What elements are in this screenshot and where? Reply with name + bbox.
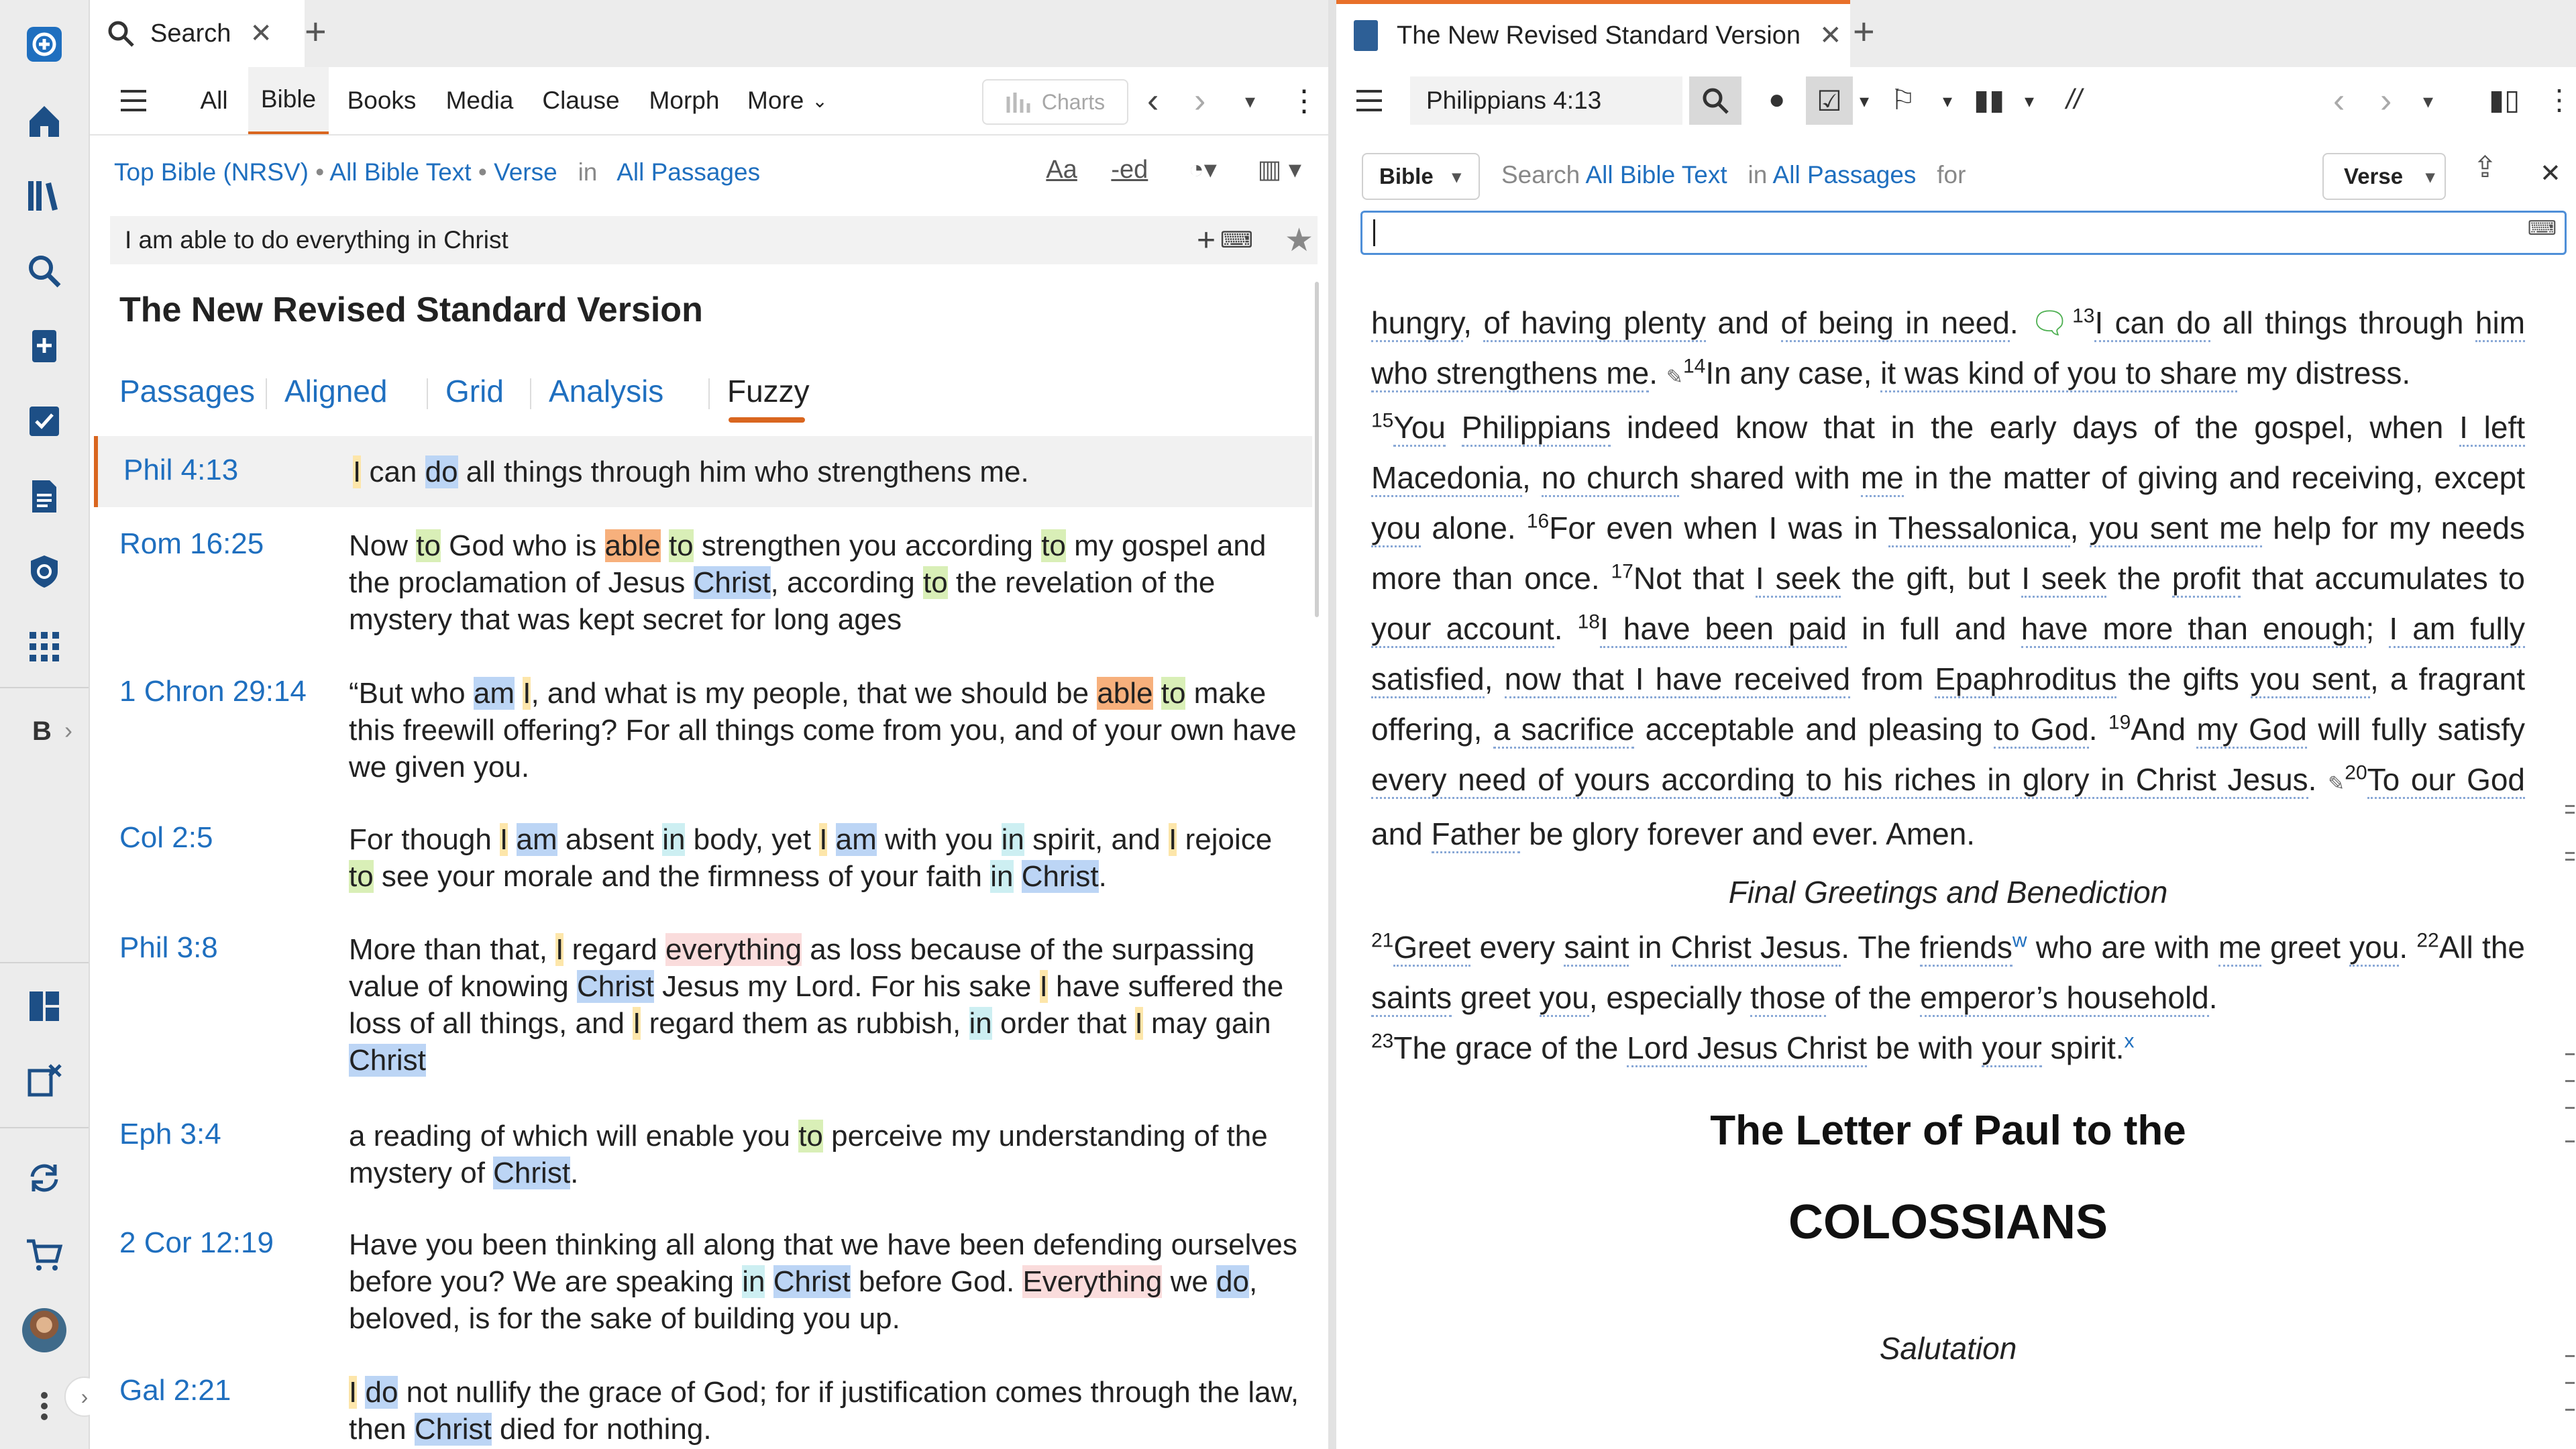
bible-paragraph: $^{21}$Greet every saint in Christ Jesus. The friends$^w$ who are with me greet you. $^{22}$All the saints greet you, especially those of the emperor’s household. $^{23}$The grace of the Lord Jesus Christ be with your spirit.$^x$ <box>1371 922 2525 1073</box>
tab-clause[interactable]: Clause <box>542 87 620 114</box>
scroll-marker <box>2565 1107 2575 1109</box>
tab-media[interactable]: Media <box>445 87 514 114</box>
history-dropdown-icon[interactable]: ▾ <box>1245 91 1256 113</box>
keyboard-icon[interactable]: ⌨ <box>2527 217 2557 239</box>
in-word: in <box>1748 161 1768 189</box>
result-row[interactable] <box>94 436 1312 507</box>
chevron-down-icon[interactable]: ▾ <box>2025 91 2035 111</box>
rail-divider <box>0 1127 89 1128</box>
tab-title: The New Revised Standard Version <box>1397 21 1801 50</box>
forward-icon[interactable]: › <box>2380 81 2392 120</box>
more-menu[interactable] <box>747 67 841 134</box>
result-row[interactable] <box>94 675 1308 796</box>
menu-icon[interactable] <box>110 67 157 134</box>
scroll-marker <box>2565 1355 2575 1357</box>
tab-passages[interactable]: Passages <box>119 374 256 409</box>
verse-unit-select[interactable] <box>2322 153 2446 200</box>
forward-icon[interactable]: › <box>1194 81 1206 120</box>
search-panel <box>90 0 1328 1449</box>
app-sidebar <box>0 0 90 1449</box>
search-toolbar <box>90 67 1328 136</box>
range-link[interactable]: All Passages <box>616 158 761 186</box>
selected-tab-indicator <box>729 417 805 423</box>
annotation-icon[interactable]: ✎ <box>2328 773 2345 795</box>
cart-icon[interactable] <box>20 1230 68 1279</box>
share-icon[interactable]: ⇪ <box>2473 151 2498 184</box>
search-icon[interactable] <box>20 247 68 295</box>
result-row[interactable] <box>94 1226 1308 1347</box>
range-link[interactable]: All Passages <box>1772 161 1917 189</box>
scope-link[interactable]: All Bible Text <box>329 158 472 186</box>
tab-grid[interactable]: Grid <box>445 374 504 409</box>
split-view-icon[interactable]: ▮▯ <box>2489 84 2520 115</box>
search-breadcrumb: Top Bible (NRSV) • All Bible Text • Verse in All Passages <box>114 158 761 186</box>
columns-icon[interactable]: ▥ ▾ <box>1257 156 1301 184</box>
panel-menu-icon[interactable]: ⋮ <box>1289 84 1319 117</box>
scope-link[interactable]: All Bible Text <box>1585 161 1727 189</box>
library-icon[interactable] <box>20 172 68 220</box>
interlinear-icon[interactable]: ⚐ <box>1890 84 1916 115</box>
book-cover-icon <box>1354 20 1378 51</box>
tab-search[interactable] <box>90 0 305 67</box>
back-icon[interactable]: ‹ <box>1147 81 1159 120</box>
result-reference[interactable]: Eph 3:4 <box>119 1118 221 1150</box>
go-button[interactable] <box>1689 76 1741 125</box>
avatar[interactable] <box>22 1308 66 1352</box>
scrollbar[interactable] <box>1315 282 1319 617</box>
tab-divider <box>427 378 428 409</box>
search-query-field[interactable] <box>110 216 1318 264</box>
chevron-down-icon[interactable]: ▾ <box>1860 91 1870 111</box>
tab-fuzzy[interactable]: Fuzzy <box>727 374 810 409</box>
layout-icon[interactable] <box>20 982 68 1030</box>
history-dropdown-icon[interactable]: ▾ <box>2423 91 2434 113</box>
result-text: For though I am absent in body, yet I am with you in spirit, and I rejoice to see your morale and the firmness of your faith in Christ. <box>349 823 1273 893</box>
chevron-down-icon[interactable]: ▾ <box>1943 91 1953 111</box>
home-icon[interactable] <box>20 97 68 145</box>
tab-divider <box>708 378 710 409</box>
tab-divider <box>530 378 531 409</box>
section-heading: Final Greetings and Benediction <box>1728 875 2168 910</box>
section-heading: Salutation <box>1879 1331 2017 1366</box>
parallel-resources-icon[interactable]: // <box>2066 83 2082 115</box>
rail-divider <box>0 962 89 963</box>
search-icon <box>106 19 136 48</box>
tab-bible[interactable]: Bible <box>248 67 329 134</box>
bible-scope-select[interactable] <box>1362 153 1480 200</box>
charts-label: Charts <box>1041 89 1106 114</box>
new-tab-button[interactable]: + <box>305 10 327 52</box>
scroll-marker <box>2565 1409 2575 1411</box>
result-text: Have you been thinking all along that we have been defending ourselves before you? We are speaking in Christ before God. Everything we do, beloved, is for the sake of building you up. <box>349 1228 1297 1335</box>
visual-filters-icon[interactable]: ☑ <box>1806 76 1853 125</box>
search-prefix: Search <box>1501 161 1580 189</box>
book-title: The Letter of Paul to the <box>1710 1108 2186 1154</box>
verse-select-label: Verse <box>2344 164 2404 189</box>
close-icon[interactable]: ✕ <box>1819 21 1842 50</box>
for-word: for <box>1937 161 1966 189</box>
people-icon[interactable]: ● <box>1768 83 1786 115</box>
result-reference[interactable]: Rom 16:25 <box>119 527 264 560</box>
spelling-variants-icon[interactable]: -ed <box>1111 156 1148 184</box>
chevron-down-icon: ▾ <box>2426 166 2435 186</box>
tab-aligned[interactable]: Aligned <box>284 374 388 409</box>
result-reference[interactable]: Phil 3:8 <box>119 931 218 964</box>
parallel-icon[interactable]: ▮▮ <box>1974 84 2005 115</box>
scroll-marker <box>2565 812 2575 814</box>
checklist-icon[interactable] <box>20 397 68 445</box>
bible-text <box>1371 298 2525 1379</box>
inline-search <box>1336 134 2576 295</box>
result-reference[interactable]: Col 2:5 <box>119 821 213 854</box>
right-tab-bar <box>1336 0 2576 67</box>
tab-divider <box>266 378 267 409</box>
tab-title: Search <box>150 19 231 48</box>
result-reference[interactable]: 2 Cor 12:19 <box>119 1226 274 1259</box>
result-text: Now to God who is able to strengthen you according to my gospel and the proclamation of Jesus Christ, according to the revelation of the mystery that was kept secret for long ages <box>349 529 1267 636</box>
keyboard-icon[interactable]: ⌨ <box>1220 227 1253 253</box>
chevron-right-icon[interactable]: › <box>64 716 72 744</box>
bar-chart-icon <box>1006 90 1032 114</box>
annotation-icon[interactable]: ✎ <box>1666 366 1683 388</box>
add-icon[interactable]: + <box>1196 222 1216 258</box>
document-icon[interactable] <box>20 472 68 521</box>
close-icon[interactable]: ✕ <box>2540 160 2561 188</box>
sync-icon[interactable] <box>20 1154 68 1202</box>
result-reference[interactable]: Gal 2:21 <box>119 1374 231 1407</box>
text-cursor <box>1373 219 1375 246</box>
scroll-marker <box>2565 1382 2575 1384</box>
shield-icon[interactable] <box>20 547 68 596</box>
display-tools <box>1046 154 1301 184</box>
result-text: More than that, I regard everything as loss because of the surpassing value of knowing Christ Jesus my Lord. For his sake I have suffered the loss of all things, and I regard them as rubbish, in order that I may gain Christ <box>349 933 1284 1077</box>
tab-books[interactable]: Books <box>347 87 417 114</box>
result-text: I can do all things through him who strengthens me. <box>353 455 1029 488</box>
unit-link[interactable]: Verse <box>494 158 557 186</box>
result-reference[interactable]: Phil 4:13 <box>123 453 239 486</box>
highlight-icon[interactable]: ◔▾ <box>1188 156 1217 184</box>
apps-grid-icon[interactable] <box>20 623 68 671</box>
left-tab-bar <box>90 0 1328 67</box>
tab-morph[interactable]: Morph <box>649 87 720 114</box>
scroll-marker <box>2565 1080 2575 1082</box>
result-row[interactable] <box>94 1374 1308 1449</box>
reference-input[interactable]: Philippians 4:13 <box>1426 87 1602 114</box>
book-name: COLOSSIANS <box>1788 1195 2108 1249</box>
logos-add-icon[interactable] <box>20 20 68 68</box>
scroll-marker <box>2565 1140 2575 1142</box>
scroll-marker <box>2565 852 2575 854</box>
tab-nrsv[interactable] <box>1336 0 1850 67</box>
new-tab-button[interactable]: + <box>1853 10 1875 52</box>
close-panels-icon[interactable] <box>20 1056 68 1104</box>
resource-link[interactable]: Top Bible (NRSV) <box>114 158 309 186</box>
charts-button[interactable] <box>982 79 1128 125</box>
result-row[interactable] <box>94 931 1308 1092</box>
panel-menu-icon[interactable]: ⋮ <box>2545 84 2573 115</box>
bible-paragraph: hungry, of having plenty and of being in need. 🗨$^{13}$I can do all things through him who strengthens me. ✎$^{14}$In any case, it was kind of you to share my distress. <box>1371 298 2525 402</box>
add-document-icon[interactable] <box>20 322 68 370</box>
bible-panel <box>1336 0 2576 1449</box>
result-row[interactable] <box>94 527 1308 648</box>
result-text: “But who am I, and what is my people, that we should be able to make this freewill offering? For all things come from you, and of your own have we given you. <box>349 677 1297 784</box>
note-icon[interactable]: 🗨 <box>2030 305 2073 340</box>
results-version-title: The New Revised Standard Version <box>119 290 703 329</box>
in-word: in <box>578 158 598 186</box>
more-label: More <box>747 87 804 114</box>
reference-box[interactable] <box>1410 76 1682 125</box>
tab-all[interactable]: All <box>200 87 228 114</box>
back-icon[interactable]: ‹ <box>2333 81 2345 120</box>
scroll-marker <box>2565 1053 2575 1055</box>
result-text: I do not nullify the grace of God; for if justification comes through the law, then Christ died for nothing. <box>349 1376 1299 1446</box>
result-row[interactable] <box>94 821 1308 902</box>
tab-analysis[interactable]: Analysis <box>549 374 664 409</box>
chevron-down-icon: ⌄ <box>812 90 828 111</box>
scrollbar[interactable] <box>2565 295 2575 1449</box>
bible-paragraph: $^{15}$You Philippians indeed know that in the early days of the gospel, when I left Macedonia, no church shared with me in the matter of giving and receiving, except you alone. $^{16}$For even when I was in Thessalonica, you sent me help for my needs more than once. $^{17}$Not that I seek the gift, but I seek the profit that accumulates to your account. $^{18}$I have been paid in full and have more than enough; I am fully satisfied, now that I have received from Epaphroditus the gifts you sent, a fragrant offering, a sacrifice acceptable and pleasing to God. $^{19}$And my God will fully satisfy every need of yours according to his riches in glory in Christ Jesus. ✎$^{20}$To our God and Father be glory forever and ever. Amen. <box>1371 402 2525 859</box>
menu-icon[interactable] <box>1355 87 1383 119</box>
close-icon[interactable]: ✕ <box>250 19 272 48</box>
rail-b-label[interactable]: B <box>32 716 52 746</box>
expand-rail-button[interactable]: › <box>64 1377 105 1417</box>
result-row[interactable] <box>94 1118 1308 1198</box>
panel-divider[interactable] <box>1328 0 1336 1449</box>
scroll-marker <box>2565 859 2575 861</box>
rail-divider <box>0 687 89 688</box>
result-reference[interactable]: 1 Chron 29:14 <box>119 675 307 708</box>
bible-select-label: Bible <box>1379 164 1434 189</box>
search-icon <box>1701 86 1730 115</box>
more-vertical-icon[interactable] <box>20 1382 68 1430</box>
search-query-text[interactable]: I am able to do everything in Christ <box>125 226 508 254</box>
search-description <box>1501 161 1966 189</box>
font-size-icon[interactable]: Aa <box>1046 156 1077 184</box>
scroll-marker <box>2565 805 2575 807</box>
star-icon[interactable]: ★ <box>1284 223 1313 258</box>
inline-search-input[interactable] <box>1360 211 2567 255</box>
chevron-down-icon: ▾ <box>1452 166 1461 186</box>
result-text: a reading of which will enable you to perceive my understanding of the mystery of Christ. <box>349 1120 1268 1189</box>
bible-toolbar <box>1336 67 2576 136</box>
